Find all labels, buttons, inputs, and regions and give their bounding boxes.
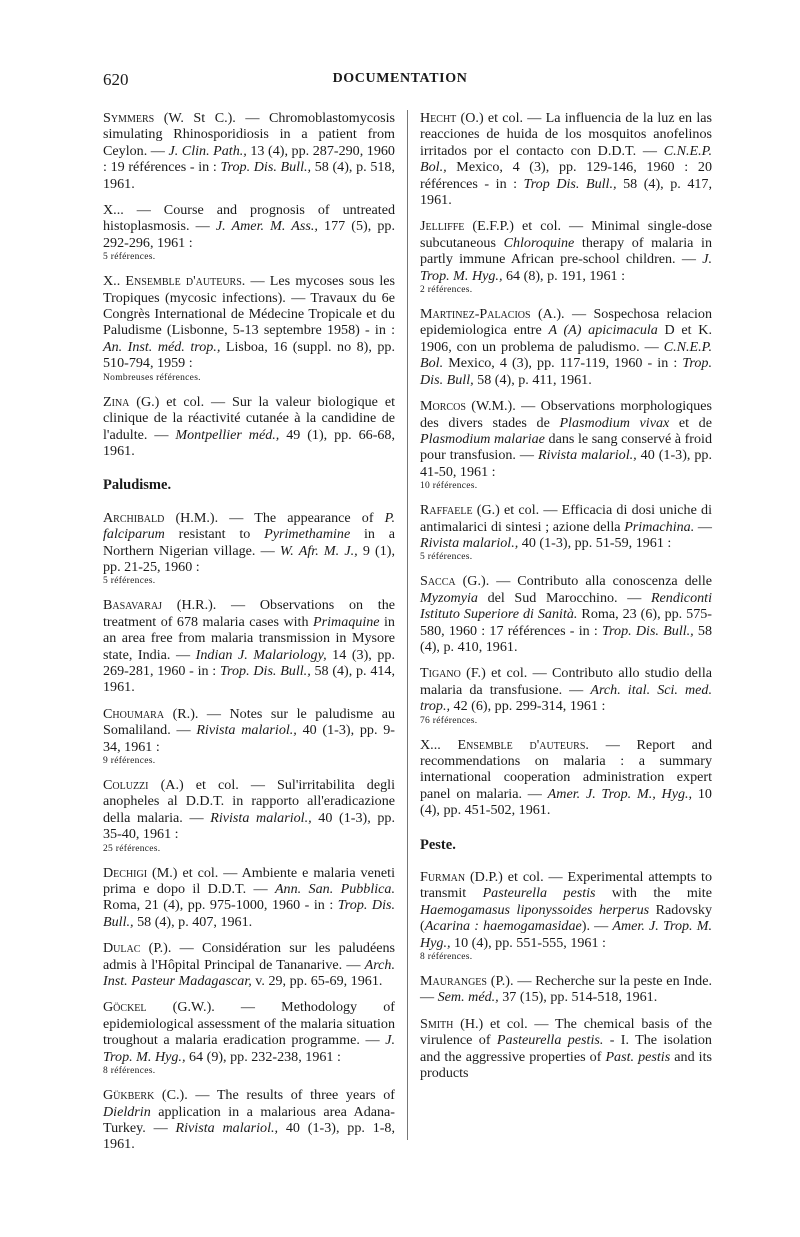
entry-journal: Rivista malariol., (420, 534, 519, 551)
entry-text: 14 (3), pp. 269-281, 1960 - in : (103, 646, 395, 679)
entry-journal: C.N.E.P. Bol. (420, 338, 712, 372)
entry-text: (C.). — The results of three years of (154, 1087, 395, 1104)
entry-text: (O.) et col. — La influencia de la luz en las reacciones de huida de los mosquitos anofelinos irritados por el contacto con D.D.T. — (420, 110, 712, 159)
bibliography-entry (420, 110, 712, 208)
bibliography-entry (420, 573, 712, 655)
entry-text: (H.M.). — The appearance of (164, 509, 385, 526)
page-title: DOCUMENTATION (332, 71, 468, 86)
entry-journal: Trop. Dis. Bull., (220, 159, 312, 176)
bibliography-entry (103, 865, 395, 931)
entry-text: application in a malarious area Adana-Turkey. — (103, 1103, 395, 1136)
entry-author: X... Ensemble d'auteurs. (420, 736, 589, 753)
bibliography-entry (103, 706, 395, 767)
entry-text: Roma, 21 (4), pp. 975-1000, 1960 - in : (103, 897, 338, 914)
entry-text: v. 29, pp. 65-69, 1961. (251, 973, 383, 990)
entry-journal: An. Inst. méd. trop., (103, 338, 221, 355)
entry-author: Smith (420, 1015, 454, 1032)
entry-journal: Rendiconti Istituto Superiore di Sanità. (420, 589, 712, 623)
entry-text: (W. St C.). — Chromoblastomycosis simulating Rhinosporidiosis in a patient from Ceylon. — (103, 110, 395, 159)
entry-text: 40 (1-3), pp. 1-8, 1961. (103, 1119, 395, 1153)
entry-text: (A.). — Sospechosa relacion epidemiologica entre (420, 306, 712, 339)
entry-author: Tigano (420, 665, 461, 682)
entry-italic: Acarina : haemogamasidae (424, 918, 582, 935)
bibliography-entry (103, 394, 395, 460)
entry-text: (M.) et col. — Ambiente e malaria veneti prima e dopo il D.D.T. — (103, 864, 395, 898)
entry-journal: Ann. San. Pubblica. (274, 881, 395, 898)
entry-author: Dulac (103, 940, 141, 957)
bibliography-entry (420, 218, 712, 296)
entry-journal: J. Trop. M. Hyg., (420, 251, 712, 284)
entry-refs: 2 références. (420, 285, 473, 296)
entry-journal: J. Amer. M. Ass., (215, 218, 318, 235)
entry-text: (R.). — Notes sur le paludisme au Somaliland. — (103, 705, 395, 739)
entry-text: — Les mycoses sous les Tropiques (mycosic infections). — Travaux du 6e Congrès International de Médecine Tropicale et du Paludisme (Lisbonne, 5-13 septembre 1958) - in : (103, 273, 395, 339)
entry-italic: Myzomyia (420, 589, 478, 606)
section-heading-paludisme: Paludisme. (103, 477, 172, 494)
entry-italic: A (A) apicimacula (548, 322, 658, 339)
bibliography-entry (420, 502, 712, 563)
entry-text: — (694, 518, 712, 535)
entry-text: D et K. 1906, con un problema de paludismo. — (420, 322, 712, 355)
entry-text: 58 (4), p. 417, 1961. (420, 175, 712, 209)
entry-text: and its products (420, 1048, 712, 1082)
bibliography-entry (420, 973, 712, 1006)
entry-text: with the mite (595, 885, 712, 902)
entry-italic: P. falciparum (103, 509, 395, 543)
bibliography-entry (103, 510, 395, 588)
entry-text: - I. The isolation and the aggressive properties of (420, 1032, 712, 1065)
left-column (103, 110, 395, 1163)
entry-text: (G.W.). — Methodology of epidemiological assessment of the malaria situation troughout a malaria eradication programme. — (103, 999, 395, 1049)
section-heading-peste: Peste. (420, 836, 456, 853)
entry-text: 64 (9), pp. 232-238, 1961 : (185, 1048, 341, 1065)
entry-text: 10 (4), pp. 451-502, 1961. (420, 785, 712, 819)
entry-journal: Arch. ital. Sci. med. trop., (420, 681, 713, 715)
entry-text: 37 (15), pp. 514-518, 1961. (498, 989, 658, 1006)
entry-text: Radovsky ( (420, 901, 712, 935)
entry-journal: Rivista malariol., (537, 447, 637, 464)
entry-journal: Rivista malariol., (175, 1119, 279, 1136)
entry-author: Coluzzi (103, 777, 149, 793)
entry-refs: 8 références. (103, 1066, 156, 1077)
entry-text: (H.) et col. — The chemical basis of the virulence of (420, 1015, 712, 1049)
entry-italic: Pyrimethamine (264, 526, 351, 543)
entry-text: 58 (4), p. 411, 1961. (473, 371, 592, 388)
entry-text: 58 (4), p. 407, 1961. (133, 913, 253, 930)
entry-text: (D.P.) et col. — Experimental attempts to transmit (420, 869, 712, 902)
entry-text: 40 (1-3), pp. 41-50, 1961 : (420, 447, 713, 480)
entry-text: (A.) et col. — Sul'irritabilita degli anopheles al D.D.T. in rapporto all'eradicazione della malaria. — (103, 777, 395, 826)
entry-refs: 25 références. (103, 843, 161, 854)
entry-italic: Primachina. (624, 518, 695, 535)
entry-text: dans le sang conservé à froid pour transfusion. — (420, 430, 713, 464)
bibliography-entry (420, 398, 712, 492)
entry-journal: C.N.E.P. Bol., (420, 142, 712, 176)
bibliography-entry (103, 202, 395, 263)
bibliography-entry (103, 1087, 395, 1153)
entry-journal: Trop Dis. Bull., (523, 175, 617, 192)
entry-text: 42 (6), pp. 299-314, 1961 : (450, 698, 606, 715)
entry-journal: Montpellier méd., (175, 426, 280, 443)
entry-text: Roma, 23 (6), pp. 575-580, 1960 : 17 références - in : (420, 606, 713, 639)
entry-author: Archibald (103, 509, 165, 526)
entry-text: ). — (581, 918, 613, 935)
entry-author: Gükberk (103, 1087, 155, 1104)
entry-text: (P.). — Considération sur les paludéens admis à l'Hôpital Principal de Tananarive. — (103, 940, 395, 973)
bibliography-entry (420, 1016, 712, 1082)
entry-text: 13 (4), pp. 287-290, 1960 : 19 références - in : (103, 142, 395, 176)
entry-text: (H.R.). — Observations on the treatment of 678 malaria cases with (103, 597, 395, 630)
entry-journal: Trop. Dis. Bull., (602, 622, 694, 639)
entry-refs: 5 références. (103, 252, 156, 263)
entry-journal: Trop. Dis. Bull., (103, 897, 396, 930)
entry-journal: Trop. Dis. Bull., (219, 662, 311, 679)
entry-text: (E.F.P.) et col. — Minimal single-dose subcutaneous (420, 218, 712, 251)
entry-italic: Primaquine (313, 613, 380, 630)
entry-refs: 8 références. (420, 952, 473, 963)
page-header (0, 70, 800, 94)
entry-author: X.. Ensemble d'auteurs. (103, 273, 246, 290)
right-column (420, 110, 712, 1092)
entry-author: Choumara (103, 705, 165, 722)
entry-text: in an area free from malaria transmission in Mysore state, India. — (103, 613, 395, 663)
entry-refs: 76 références. (420, 715, 478, 726)
entry-journal: J. Clin. Path., (168, 142, 247, 159)
entry-italic: Dieldrin (103, 1103, 151, 1120)
entry-text: 64 (8), p. 191, 1961 : (502, 267, 626, 284)
entry-text: therapy of malaria in partly immune African pre-school children. — (420, 234, 712, 268)
entry-text: (G.) et col. — Sur la valeur biologique et clinique de la réactivité cutanée à la candidine de l'adulte. — (103, 393, 395, 443)
entry-text: 49 (1), pp. 66-68, 1961. (103, 426, 396, 459)
entry-journal: Indian J. Malariology, (195, 646, 327, 663)
entry-text: Mexico, 4 (3), pp. 117-119, 1960 - in : (443, 355, 683, 372)
page-number: 620 (103, 70, 129, 89)
entry-journal: Sem. méd., (437, 989, 499, 1006)
bibliography-entry (103, 273, 395, 383)
entry-refs: Nombreuses références. (103, 372, 201, 383)
bibliography-entry (103, 777, 395, 855)
bibliography-entry (103, 110, 395, 192)
entry-text: (G.) et col. — Efficacia di dosi uniche di antimalarici di sintesi ; azione della (420, 502, 712, 535)
entry-journal: W. Afr. M. J., (279, 542, 358, 559)
bibliography-entry (420, 737, 712, 819)
entry-text: 177 (5), pp. 292-296, 1961 : (103, 218, 395, 251)
entry-italic: Plasmodium malariae (420, 430, 545, 447)
entry-text: 58 (4), p. 518, 1961. (103, 159, 395, 192)
entry-author: Symmers (103, 110, 155, 126)
entry-author: Mauranges (420, 973, 487, 990)
entry-text: resistant to (164, 526, 265, 543)
entry-refs: 10 références. (420, 481, 478, 492)
bibliography-entry (103, 597, 395, 695)
column-divider (407, 110, 408, 1140)
entry-refs: 9 références. (103, 756, 156, 766)
entry-text: 40 (1-3), pp. 51-59, 1961 : (518, 534, 672, 551)
entry-text: 40 (1-3), pp. 35-40, 1961 : (103, 809, 396, 843)
entry-italic: Pasteurella pestis. (496, 1032, 604, 1049)
entry-text: 9 (1), pp. 21-25, 1960 : (103, 542, 395, 575)
entry-refs: 5 références. (420, 552, 473, 563)
entry-text: (W.M.). — Observations morphologiques des divers stades de (420, 398, 712, 431)
entry-text: (G.). — Contributo alla conoscenza delle (455, 573, 712, 590)
entry-italic: Pasteurella pestis (482, 885, 596, 902)
entry-italic: Chloroquine (503, 234, 575, 251)
entry-author: Hecht (420, 110, 457, 126)
entry-author: Göckel (103, 999, 147, 1016)
entry-journal: Amer. J. Trop. M., Hyg., (547, 785, 693, 802)
entry-journal: J. Trop. M. Hyg., (103, 1032, 395, 1065)
bibliography-entry (103, 999, 395, 1077)
entry-text: (F.) et col. — Contributo allo studio della malaria da transfusione. — (420, 665, 712, 698)
entry-journal: Rivista malariol., (196, 722, 297, 739)
entry-italic: Haemogamasus liponyssoides herperus (420, 901, 650, 918)
bibliography-entry (420, 869, 712, 963)
entry-journal: Amer. J. Trop. M. Hyg., (420, 918, 712, 951)
entry-text: in a Northern Nigerian village. — (103, 526, 395, 559)
entry-author: Zina (103, 393, 130, 410)
entry-italic: Plasmodium vivax (559, 414, 670, 431)
entry-text: Mexico, 4 (3), pp. 129-146, 1960 : 20 références - in : (420, 159, 712, 192)
entry-author: Morcos (420, 398, 466, 415)
entry-author: Basavaraj (103, 597, 163, 614)
bibliography-entry (420, 665, 712, 726)
entry-text: — Report and recommendations on malaria : a summary international cooperation administration expert panel on malaria. — (420, 736, 712, 802)
bibliography-entry (420, 306, 712, 388)
entry-journal: Arch. Inst. Pasteur Madagascar, (103, 956, 395, 990)
entry-author: Dechigi (103, 864, 148, 881)
bibliography-entry (103, 940, 395, 989)
entry-author: Jelliffe (420, 218, 465, 235)
entry-text: et de (669, 414, 712, 431)
entry-text: del Sud Marocchino. — (477, 589, 651, 606)
entry-text: 40 (1-3), pp. 9-34, 1961 : (103, 722, 395, 755)
entry-author: Martinez-Palacios (420, 306, 531, 323)
entry-author: Furman (420, 869, 466, 886)
entry-journal: Trop. Dis. Bull, (420, 355, 712, 388)
entry-author: Sacca (420, 573, 456, 590)
entry-journal: Rivista malariol., (210, 809, 312, 826)
entry-author: Raffaele (420, 502, 473, 519)
entry-text: (P.). — Recherche sur la peste en Inde. — (420, 973, 712, 1006)
entry-italic: Past. pestis (605, 1048, 671, 1065)
entry-text: 10 (4), pp. 551-555, 1961 : (450, 934, 606, 951)
entry-text: X... — Course and prognosis of untreated histoplasmosis. — (103, 202, 395, 235)
entry-text: 58 (4), p. 410, 1961. (420, 622, 713, 655)
entry-refs: 5 références. (103, 576, 156, 587)
entry-text: Lisboa, 16 (suppl. no 8), pp. 510-794, 1959 : (103, 338, 395, 372)
entry-text: 58 (4), p. 414, 1961. (103, 662, 395, 696)
